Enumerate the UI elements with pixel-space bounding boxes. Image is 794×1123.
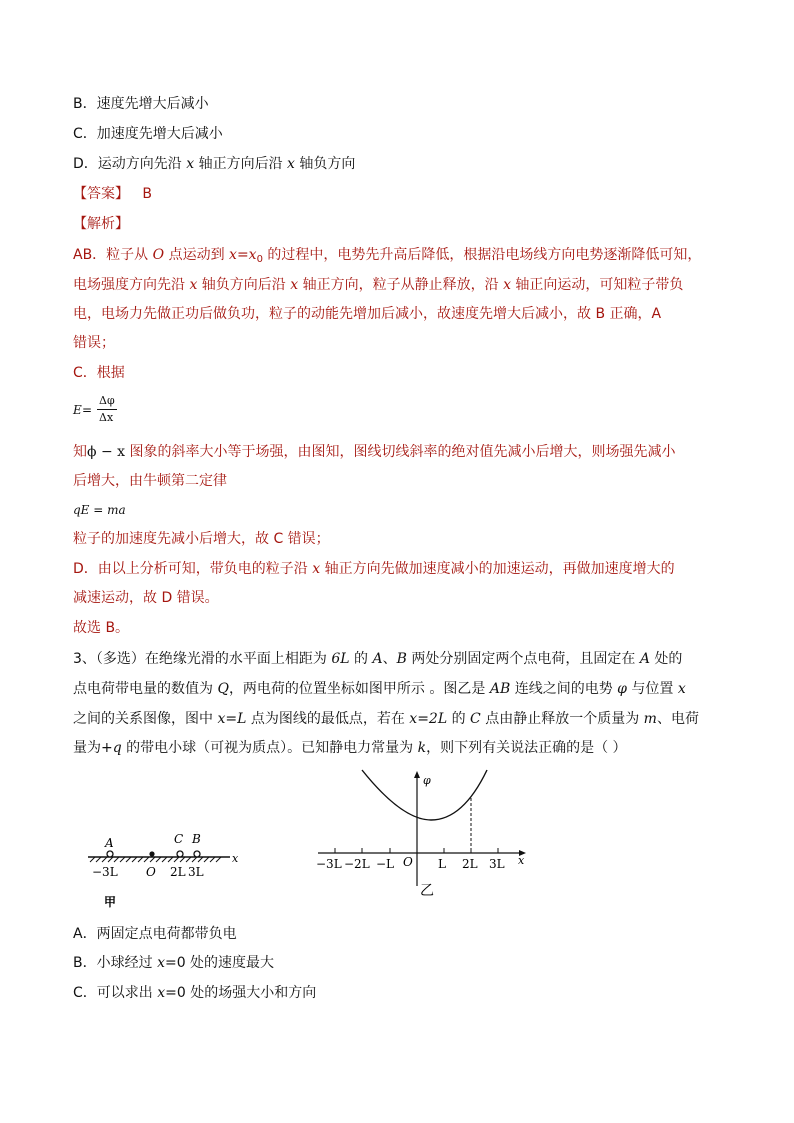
tick-3l: 3L: [489, 857, 505, 871]
tick-o: O: [146, 865, 156, 879]
question3-line-4: 量为+q 的带电小球（可视为质点）。已知静电力常量为 k，则下列有关说法正确的是（ ）: [73, 740, 627, 756]
analysis-line-1: AB．粒子从 O 点运动到 $x=x_0$ 的过程中，电势先升高后降低，根据沿电场线方向电势逐渐降低可知，: [73, 247, 702, 265]
figure-jia: [80, 820, 250, 915]
tick-minus-3l: −3L: [316, 857, 342, 871]
analysis-line-10: 减速运动，故 D 错误。: [73, 590, 219, 606]
label-c: C: [174, 832, 184, 846]
charge-a-marker: [107, 851, 113, 857]
option-b: B．小球经过 x=0 处的速度最大: [73, 955, 275, 971]
option-a: A．两固定点电荷都带负电: [73, 926, 237, 942]
option-c: C．可以求出 x=0 处的场强大小和方向: [73, 985, 317, 1001]
origin-dot: [149, 851, 154, 856]
point-c-marker: [177, 851, 183, 857]
axis-x-label: x: [518, 854, 525, 867]
tick-3l: 3L: [188, 865, 204, 879]
axis-x-label: x: [232, 852, 239, 865]
tick-minus-l: −L: [376, 857, 395, 871]
analysis-line-8: 粒子的加速度先减小后增大，故 C 错误；: [73, 531, 330, 547]
tick-2l: 2L: [170, 865, 186, 879]
tick-minus-3l: −3L: [92, 865, 118, 879]
answer-value: B: [142, 186, 152, 202]
field-formula: E = Δφ Δx: [73, 394, 133, 430]
answer-label: 【答案】: [73, 186, 129, 202]
analysis-line-4: 错误；: [73, 335, 115, 351]
analysis-line-9: D．由以上分析可知，带负电的粒子沿 x 轴正方向先做加速度减小的加速运动，再做加速度增大的: [73, 561, 675, 577]
analysis-line-3: 电，电场力先做正功后做负功，粒子的动能先增加后减小，故速度先增大后减小，故 B 正确，A: [73, 306, 662, 322]
label-b: B: [192, 832, 201, 846]
option-d-prev: D．运动方向先沿 x 轴正方向后沿 x 轴负方向: [73, 156, 356, 172]
caption-jia: 甲: [104, 895, 117, 909]
question3-line-2: 点电荷带电量的数值为 Q，两电荷的位置坐标如图甲所示 。图乙是 AB 连线之间的电势 φ 与位置 x: [73, 681, 686, 697]
answer-line: [73, 184, 723, 204]
tick-minus-2l: −2L: [344, 857, 370, 871]
option-b-prev: B．速度先增大后减小: [73, 96, 209, 112]
charge-b-marker: [194, 851, 200, 857]
tick-2l: 2L: [462, 857, 478, 871]
axis-phi-label: φ: [423, 774, 431, 787]
label-a: A: [105, 836, 114, 850]
question3-line-1: 3、（多选）在绝缘光滑的水平面上相距为 6L 的 A、B 两处分别固定两个点电荷，且固定在 A 处的: [73, 651, 683, 667]
question3-line-3: 之间的关系图像，图中 x=L 点为图线的最低点，若在 x=2L 的 C 点由静止释放一个质量为 m、电荷: [73, 711, 699, 727]
newton-equation: qE = ma: [73, 503, 126, 517]
analysis-line-7: 后增大，由牛顿第二定律: [73, 473, 227, 489]
analysis-label: 【解析】: [73, 216, 129, 232]
tick-l: L: [438, 857, 446, 871]
analysis-line-6: 知ϕ − x 图象的斜率大小等于场强，由图知，图线切线斜率的绝对值先减小后增大，则场强先减小: [73, 444, 676, 460]
analysis-line-11: 故选 B。: [73, 620, 130, 636]
caption-yi: 乙: [420, 883, 434, 899]
analysis-line-5: C．根据: [73, 365, 125, 381]
option-c-prev: C．加速度先增大后减小: [73, 126, 223, 142]
origin-label: O: [403, 855, 413, 869]
analysis-line-2: 电场强度方向先沿 x 轴负方向后沿 x 轴正方向，粒子从静止释放，沿 x 轴正向运动，可知粒子带负: [73, 277, 684, 293]
figure-yi: [310, 768, 535, 903]
